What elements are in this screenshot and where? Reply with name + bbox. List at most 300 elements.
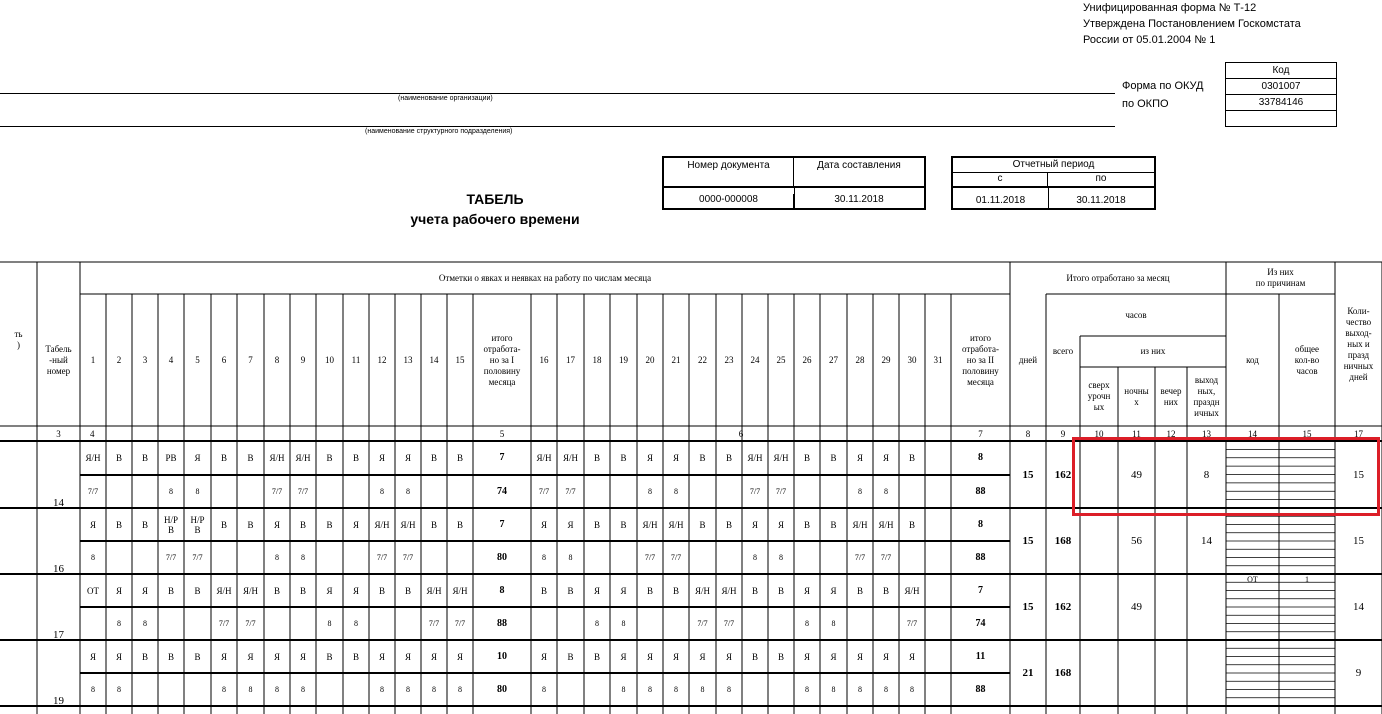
- day-mark: [925, 574, 951, 607]
- half2-days: 11: [975, 650, 986, 662]
- day-mark: Я: [247, 651, 254, 662]
- day-hours: [584, 541, 610, 574]
- tabel-number: 14: [53, 497, 64, 509]
- day-mark: Я: [540, 651, 547, 662]
- day-mark: В: [908, 453, 915, 463]
- day-header: 23: [724, 354, 734, 365]
- days-off: 9: [1355, 667, 1362, 679]
- day-hours: [584, 475, 610, 508]
- day-mark: В: [830, 519, 837, 530]
- day-hours: 8: [432, 684, 436, 694]
- org-caption: (наименование организации): [398, 95, 493, 102]
- day-mark: В: [803, 519, 810, 530]
- half1-days: 8: [499, 584, 505, 596]
- day-header: 8: [274, 354, 280, 365]
- day-mark: В: [908, 519, 915, 530]
- day-hours: [184, 673, 211, 706]
- day-header: 13: [403, 354, 413, 365]
- days-off-header: Коли- чество выход- ных и празд ничных дней: [1343, 305, 1374, 382]
- day-mark: Я/Н: [400, 519, 416, 530]
- day-mark: В: [751, 651, 758, 662]
- day-hours: [316, 475, 343, 508]
- half1-hours: 80: [497, 683, 507, 695]
- day-mark: Я/Н: [773, 453, 789, 463]
- day-hours: 7/7: [644, 552, 656, 562]
- okpo-label: по ОКПО: [1122, 98, 1169, 110]
- period-from-label: с: [953, 173, 1048, 188]
- half1-hours: 74: [497, 485, 507, 497]
- day-hours: [184, 607, 211, 640]
- day-hours: [395, 607, 421, 640]
- half2-hours: 88: [975, 551, 986, 563]
- day-mark: В: [352, 453, 359, 463]
- half2-days: 8: [978, 518, 983, 530]
- day-header: 5: [195, 354, 200, 365]
- overtime-hours: [1080, 508, 1118, 574]
- day-hours: 8: [275, 684, 279, 694]
- day-mark: В: [115, 453, 122, 463]
- day-hours: [237, 475, 264, 508]
- day-mark: Я/Н: [426, 585, 442, 596]
- day-header: 6: [221, 354, 227, 365]
- evening-header: вечер них: [1160, 385, 1182, 407]
- title-line-2: учета рабочего времени: [410, 211, 580, 227]
- day-mark: Я: [115, 585, 122, 596]
- month-total-hours: 168: [1054, 667, 1072, 679]
- day-mark: Я: [352, 585, 359, 596]
- day-hours: [768, 673, 794, 706]
- day-mark: Я: [89, 519, 96, 530]
- reasons-header: Из них по причинам: [1255, 267, 1306, 288]
- day-mark: Я/Н: [536, 453, 552, 463]
- day-hours: 7/7: [723, 618, 735, 628]
- day-mark: Я: [404, 651, 411, 662]
- day-mark: В: [220, 519, 227, 530]
- holiday-hours: [1187, 574, 1226, 640]
- half1-hours: 88: [497, 617, 507, 629]
- day-mark: Я/Н: [295, 453, 311, 463]
- day-hours: 7/7: [218, 618, 230, 628]
- day-hours: [80, 607, 106, 640]
- day-mark: [925, 441, 951, 475]
- holiday-hours: [1187, 640, 1226, 706]
- okud-label: Форма по ОКУД: [1122, 80, 1204, 92]
- half2-hours: 88: [975, 485, 986, 497]
- day-hours: 7/7: [854, 552, 866, 562]
- day-mark: Я: [220, 651, 227, 662]
- day-mark: Я: [593, 585, 600, 596]
- day-mark: Я: [882, 651, 889, 662]
- month-days: 15: [1022, 601, 1034, 613]
- day-mark: Я: [882, 453, 889, 463]
- day-mark: Я: [620, 585, 627, 596]
- day-hours: 7/7: [697, 618, 708, 628]
- day-mark: В: [856, 585, 863, 596]
- day-hours: 8: [621, 684, 626, 694]
- reason-code: [1226, 640, 1279, 652]
- day-hours: 8: [91, 552, 95, 562]
- day-header: 27: [829, 354, 838, 365]
- day-header: 2: [116, 354, 122, 365]
- day-mark: В: [141, 651, 148, 662]
- day-header: 3: [142, 354, 148, 365]
- reason-hours: 1: [1305, 575, 1309, 584]
- tabel-number: 16: [53, 563, 64, 575]
- reason-hours: [1279, 640, 1335, 652]
- day-mark: В: [777, 585, 784, 596]
- day-hours: [610, 475, 637, 508]
- doc-number-label: Номер документа: [664, 158, 794, 188]
- day-mark: [925, 640, 951, 673]
- day-hours: 8: [831, 684, 836, 694]
- day-mark: Я/Н: [694, 585, 710, 596]
- day-mark: В: [699, 453, 706, 463]
- day-hours: 7/7: [906, 618, 918, 628]
- day-header: 20: [645, 354, 655, 365]
- day-hours: 8: [884, 684, 888, 694]
- day-mark: В: [725, 453, 732, 463]
- day-mark: В: [404, 585, 411, 596]
- day-hours: 8: [458, 684, 462, 694]
- day-hours: [820, 475, 847, 508]
- column-number: 13: [1202, 428, 1211, 439]
- column-number: 7: [978, 428, 983, 439]
- day-hours: 7/7: [538, 486, 550, 496]
- day-mark: Я/Н: [242, 585, 258, 596]
- day-mark: В: [777, 651, 784, 662]
- day-hours: 8: [301, 684, 305, 694]
- day-hours: 8: [727, 684, 731, 694]
- day-hours: [531, 607, 557, 640]
- day-mark: В: [194, 651, 201, 662]
- day-header: 24: [750, 354, 760, 365]
- column-number: 12: [1166, 428, 1176, 439]
- day-mark: Я/Н: [452, 585, 468, 596]
- day-header: 18: [592, 354, 602, 365]
- code-header: Код: [1272, 65, 1290, 76]
- day-mark: [925, 508, 951, 541]
- day-hours: [132, 541, 158, 574]
- half2-header: итого отработа- но за II половину месяца: [962, 332, 999, 387]
- month-days: 15: [1022, 535, 1034, 547]
- day-hours: [689, 475, 716, 508]
- month-days: 21: [1022, 667, 1034, 679]
- day-mark: В: [882, 585, 889, 596]
- day-mark: В: [326, 519, 333, 530]
- reason-hours-header: общее кол-во часов: [1294, 343, 1320, 376]
- column-number: 9: [1060, 428, 1066, 439]
- day-hours: [925, 541, 951, 574]
- day-hours: 8: [648, 684, 652, 694]
- day-hours: [584, 673, 610, 706]
- day-hours: [899, 475, 925, 508]
- half1-days: 7: [499, 452, 505, 463]
- day-mark: Н/Р В: [190, 514, 205, 535]
- form-line-3: России от 05.01.2004 № 1: [1083, 34, 1216, 46]
- day-hours: [211, 475, 237, 508]
- day-mark: В: [115, 519, 122, 530]
- day-mark: В: [141, 519, 148, 530]
- day-hours: 7/7: [297, 486, 309, 496]
- overtime-header: сверх урочн ых: [1087, 380, 1111, 412]
- day-hours: 8: [568, 552, 573, 562]
- day-mark: Я: [803, 585, 810, 596]
- month-total-hours: 162: [1054, 468, 1072, 481]
- day-mark: Я: [456, 651, 463, 662]
- day-hours: [211, 541, 237, 574]
- day-hours: [663, 607, 689, 640]
- form-line-2: Утверждена Постановлением Госкомстата: [1083, 18, 1301, 30]
- day-mark: В: [725, 519, 732, 530]
- day-hours: [768, 607, 794, 640]
- column-number: 11: [1132, 428, 1141, 439]
- day-mark: Я: [856, 651, 863, 662]
- half2-days: 7: [978, 584, 983, 596]
- day-mark: В: [646, 585, 653, 596]
- half2-hours: 74: [975, 617, 986, 629]
- day-hours: 8: [117, 684, 121, 694]
- day-mark: Я: [378, 453, 385, 463]
- day-mark: Я: [830, 585, 837, 596]
- day-hours: 8: [327, 618, 332, 628]
- day-hours: 8: [169, 486, 173, 496]
- day-mark: В: [430, 453, 437, 463]
- day-mark: Я: [273, 519, 280, 530]
- day-hours: 7/7: [165, 552, 177, 562]
- period-to-label: по: [1048, 173, 1154, 188]
- title-line-1: ТАБЕЛЬ: [466, 191, 524, 207]
- day-hours: [610, 541, 637, 574]
- day-mark: В: [456, 519, 463, 530]
- day-hours: 7/7: [880, 552, 892, 562]
- day-header: 4: [168, 354, 174, 365]
- day-hours: [742, 607, 768, 640]
- day-mark: В: [751, 585, 758, 596]
- partial-column-header: ть ): [14, 329, 23, 350]
- day-hours: [106, 541, 132, 574]
- period-label: Отчетный период: [953, 158, 1154, 173]
- holiday-hours: 8: [1203, 468, 1210, 481]
- of-them-header: из них: [1140, 346, 1166, 356]
- day-mark: Я: [273, 651, 280, 662]
- night-hours: 49: [1131, 601, 1142, 613]
- day-hours: 8: [275, 552, 279, 562]
- day-hours: 8: [91, 684, 95, 694]
- column-number: 15: [1302, 428, 1312, 439]
- day-hours: [820, 541, 847, 574]
- day-mark: Я: [646, 651, 653, 662]
- day-header: 1: [90, 354, 96, 365]
- day-mark: В: [593, 651, 600, 662]
- day-mark: В: [352, 651, 359, 662]
- day-mark: В: [167, 651, 174, 662]
- day-hours: 8: [354, 618, 358, 628]
- day-mark: Я: [326, 585, 333, 596]
- column-number: 6: [738, 428, 744, 439]
- day-hours: 8: [406, 486, 410, 496]
- day-mark: Я: [856, 453, 863, 463]
- day-hours: 8: [621, 618, 626, 628]
- day-hours: 8: [858, 684, 862, 694]
- reason-code: ОТ: [1247, 575, 1258, 584]
- day-hours: [369, 607, 395, 640]
- column-number: 17: [1354, 428, 1363, 439]
- day-mark: В: [326, 453, 333, 463]
- half1-days: 10: [497, 650, 507, 662]
- day-hours: [132, 673, 158, 706]
- day-hours: [421, 475, 447, 508]
- day-mark: В: [273, 585, 280, 596]
- dept-caption: (наименование структурного подразделения): [365, 128, 513, 135]
- day-mark: Я: [725, 651, 732, 662]
- days-off: 14: [1353, 601, 1364, 613]
- holidays-header: выход ных, праздн ичных: [1193, 374, 1220, 418]
- okpo-code: 33784146: [1226, 94, 1336, 110]
- evening-hours: [1155, 574, 1187, 640]
- day-mark: В: [299, 519, 306, 530]
- day-hours: [716, 475, 742, 508]
- days-header: дней: [1018, 354, 1038, 365]
- day-hours: 8: [301, 552, 305, 562]
- day-hours: 8: [805, 684, 809, 694]
- overtime-hours: [1080, 574, 1118, 640]
- day-mark: В: [430, 519, 437, 530]
- day-hours: [290, 607, 316, 640]
- day-header: 29: [881, 354, 891, 365]
- day-hours: [794, 475, 820, 508]
- period-to: 30.11.2018: [1076, 195, 1126, 206]
- day-header: 30: [907, 354, 917, 365]
- day-hours: [447, 541, 473, 574]
- day-hours: 7/7: [565, 486, 576, 496]
- day-mark: Я/Н: [747, 453, 763, 463]
- total-all-header: всего: [1052, 346, 1074, 356]
- half1-days: 7: [499, 518, 505, 530]
- day-hours: [316, 673, 343, 706]
- day-mark: Я/Н: [852, 519, 868, 530]
- day-hours: [264, 607, 290, 640]
- day-hours: 7/7: [775, 486, 787, 496]
- marks-header: Отметки о явках и неявках на работу по числам месяца: [438, 272, 652, 283]
- day-hours: 7/7: [670, 552, 682, 562]
- day-mark: Я: [751, 519, 758, 530]
- day-mark: Я/Н: [878, 519, 894, 530]
- day-hours: 7/7: [192, 552, 203, 562]
- day-mark: В: [220, 453, 227, 463]
- column-number: 5: [499, 428, 505, 439]
- day-hours: [557, 673, 584, 706]
- day-hours: [316, 541, 343, 574]
- day-mark: Я/Н: [216, 585, 232, 596]
- column-number: 14: [1248, 428, 1257, 439]
- half1-header: итого отработа- но за I половину месяца: [483, 332, 521, 387]
- day-header: 16: [539, 354, 549, 365]
- doc-date: 30.11.2018: [834, 194, 884, 205]
- night-hours: [1118, 640, 1155, 706]
- day-mark: Я: [540, 519, 547, 530]
- tabel-number-header: Табель -ный номер: [45, 343, 72, 376]
- day-hours: 7/7: [454, 618, 466, 628]
- day-hours: 8: [380, 684, 384, 694]
- day-mark: Я/Н: [904, 585, 920, 596]
- day-mark: Я/Н: [562, 453, 578, 463]
- day-mark: Я: [646, 453, 653, 463]
- column-number: 3: [56, 428, 61, 439]
- day-hours: 8: [753, 552, 757, 562]
- day-hours: 7/7: [87, 486, 99, 496]
- half1-hours: 80: [497, 551, 507, 563]
- day-hours: 8: [222, 684, 226, 694]
- day-hours: 8: [248, 684, 253, 694]
- tabel-number: 17: [53, 629, 64, 641]
- period-from: 01.11.2018: [975, 195, 1026, 206]
- day-mark: Я: [908, 651, 915, 662]
- hours-header: часов: [1125, 309, 1147, 320]
- days-off: 15: [1353, 535, 1364, 547]
- day-mark: В: [194, 585, 201, 596]
- day-mark: Я: [299, 651, 306, 662]
- day-header: 19: [619, 354, 628, 365]
- evening-hours: [1155, 508, 1187, 574]
- day-hours: [742, 673, 768, 706]
- day-hours: [132, 475, 158, 508]
- day-mark: В: [326, 651, 333, 662]
- day-hours: [237, 541, 264, 574]
- day-header: 26: [802, 354, 812, 365]
- day-hours: [106, 475, 132, 508]
- day-mark: В: [830, 453, 837, 463]
- reason-code-header: код: [1246, 354, 1259, 365]
- day-hours: 8: [195, 486, 200, 496]
- day-hours: 8: [542, 552, 546, 562]
- day-mark: Н/Р В: [163, 514, 178, 535]
- day-hours: 8: [674, 684, 678, 694]
- day-hours: 7/7: [428, 618, 440, 628]
- day-mark: В: [456, 453, 463, 463]
- day-mark: Я/Н: [85, 453, 101, 463]
- day-mark: В: [247, 453, 254, 463]
- day-header: 25: [776, 354, 786, 365]
- day-mark: В: [378, 585, 385, 596]
- doc-date-label: Дата составления: [794, 158, 924, 188]
- day-header: 9: [300, 354, 306, 365]
- day-hours: [421, 541, 447, 574]
- day-hours: 8: [674, 486, 678, 496]
- day-hours: [158, 673, 184, 706]
- doc-number: 0000-000008: [664, 194, 794, 208]
- day-mark: В: [540, 585, 547, 596]
- day-hours: [925, 607, 951, 640]
- day-mark: Я: [699, 651, 706, 662]
- day-hours: [873, 607, 899, 640]
- column-number: 10: [1094, 428, 1104, 439]
- day-hours: 7/7: [749, 486, 761, 496]
- day-mark: В: [699, 519, 706, 530]
- day-hours: 8: [406, 684, 410, 694]
- day-header: 31: [933, 354, 943, 365]
- day-mark: Я/Н: [642, 519, 658, 530]
- total-month-header: Итого отработано за месяц: [1066, 272, 1170, 283]
- overtime-hours: [1080, 640, 1118, 706]
- day-hours: 8: [910, 684, 914, 694]
- day-hours: 7/7: [402, 552, 414, 562]
- day-header: 7: [248, 354, 253, 365]
- day-mark: В: [567, 651, 574, 662]
- days-off: 15: [1353, 468, 1364, 481]
- day-hours: 8: [380, 486, 384, 496]
- day-hours: 8: [831, 618, 836, 628]
- day-mark: Я: [567, 519, 574, 530]
